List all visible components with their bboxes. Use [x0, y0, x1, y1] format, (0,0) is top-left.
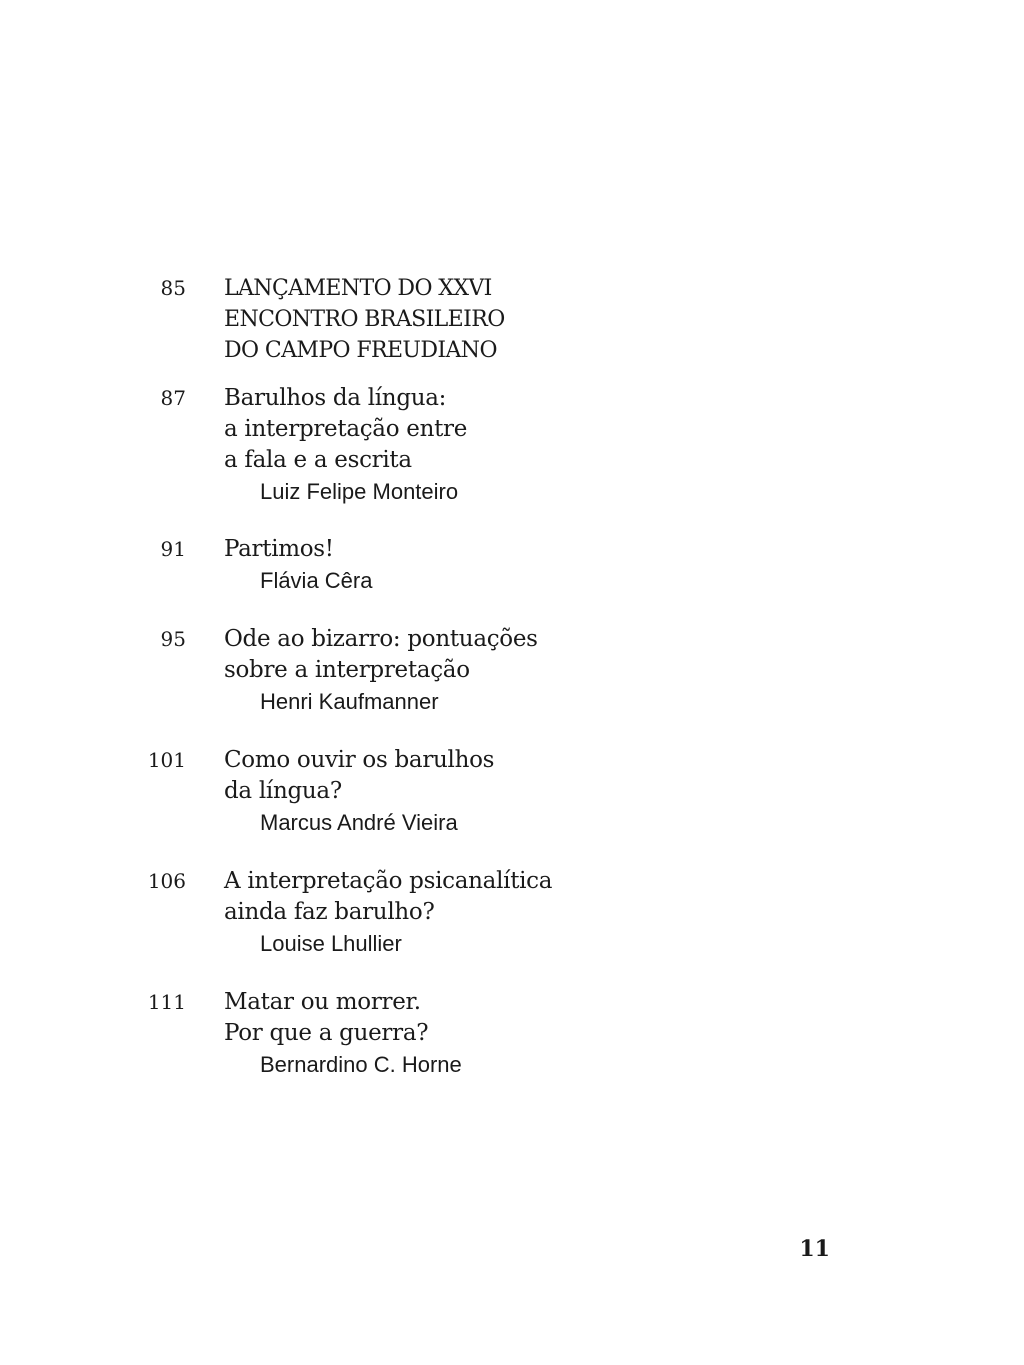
toc-title-line: Partimos! — [224, 536, 334, 562]
toc-page-number: 106 — [147, 869, 186, 893]
toc-title-line: Barulhos da língua: — [224, 385, 447, 411]
toc-title-line: da língua? — [224, 778, 342, 804]
toc-title-line: ENCONTRO BRASILEIRO — [224, 307, 505, 332]
toc-author: Louise Lhullier — [260, 931, 402, 956]
toc-title — [224, 745, 494, 807]
toc-title-line: A interpretação psicanalítica — [224, 868, 553, 894]
toc-title-line: a interpretação entre — [224, 416, 468, 442]
toc-title-line: Como ouvir os barulhos — [224, 747, 495, 773]
toc-title-line: DO CAMPO FREUDIANO — [224, 338, 497, 363]
toc-title-line: LANÇAMENTO DO XXVI — [224, 276, 492, 301]
toc-title-line: Ode ao bizarro: pontuações — [224, 626, 538, 652]
toc-title-line: ainda faz barulho? — [224, 899, 435, 925]
toc-page-number: 91 — [160, 537, 186, 561]
toc-page-number: 95 — [160, 627, 186, 651]
toc-page-number: 101 — [147, 748, 186, 772]
toc-title-line: a fala e a escrita — [224, 447, 412, 473]
toc-title — [224, 987, 428, 1049]
toc-title — [224, 273, 505, 366]
toc-page-number: 87 — [160, 386, 186, 410]
toc-page-number: 85 — [160, 276, 186, 300]
toc-author: Bernardino C. Horne — [260, 1052, 462, 1077]
toc-page-number: 111 — [147, 990, 186, 1014]
toc-title — [224, 866, 552, 928]
toc-author: Luiz Felipe Monteiro — [260, 479, 459, 504]
toc-author: Marcus André Vieira — [260, 810, 458, 835]
toc-title-line: Por que a guerra? — [224, 1020, 429, 1046]
toc-author: Flávia Cêra — [260, 568, 373, 593]
toc-title — [224, 624, 538, 686]
toc-title-line: sobre a interpretação — [224, 657, 470, 683]
toc-title — [224, 534, 334, 565]
toc-title-line: Matar ou morrer. — [224, 989, 421, 1015]
toc-title — [224, 383, 467, 476]
toc-author: Henri Kaufmanner — [260, 689, 439, 714]
page-folio-number: 11 — [799, 1236, 830, 1262]
